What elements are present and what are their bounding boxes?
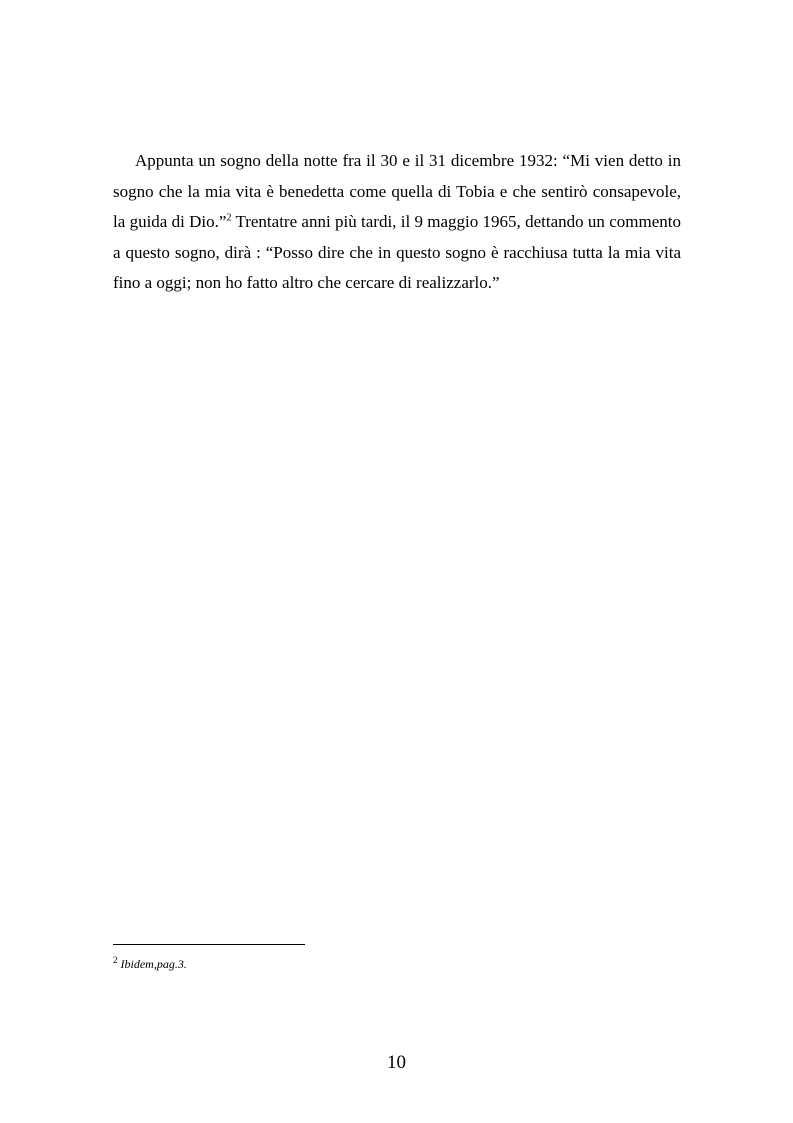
footnote-reference[interactable]: 2 [226,212,232,224]
paragraph-text-part-2: Trentatre anni più tardi, il 9 maggio 1965, dettando un commento a questo sogno, dirà : “Posso dire che in questo sogno è racchiusa tutta la mia vita fino a oggi; non ho fatto altro che cercare di realizzarlo.” [113,212,681,293]
paragraph-text-part-1: Appunta un sogno della notte fra il 30 e il 31 dicembre 1932: “Mi vien detto in sogno che la mia vita è benedetta come quella di Tobia e che sentirò consapevole, la guida di Dio.” [113,151,681,232]
footnote [113,956,187,972]
footnote-number: 2 [113,955,118,965]
page-number: 10 [387,1052,406,1073]
footnote-text: Ibidem,pag.3. [120,957,187,971]
footnote-divider [113,944,305,945]
body-paragraph [113,146,681,299]
